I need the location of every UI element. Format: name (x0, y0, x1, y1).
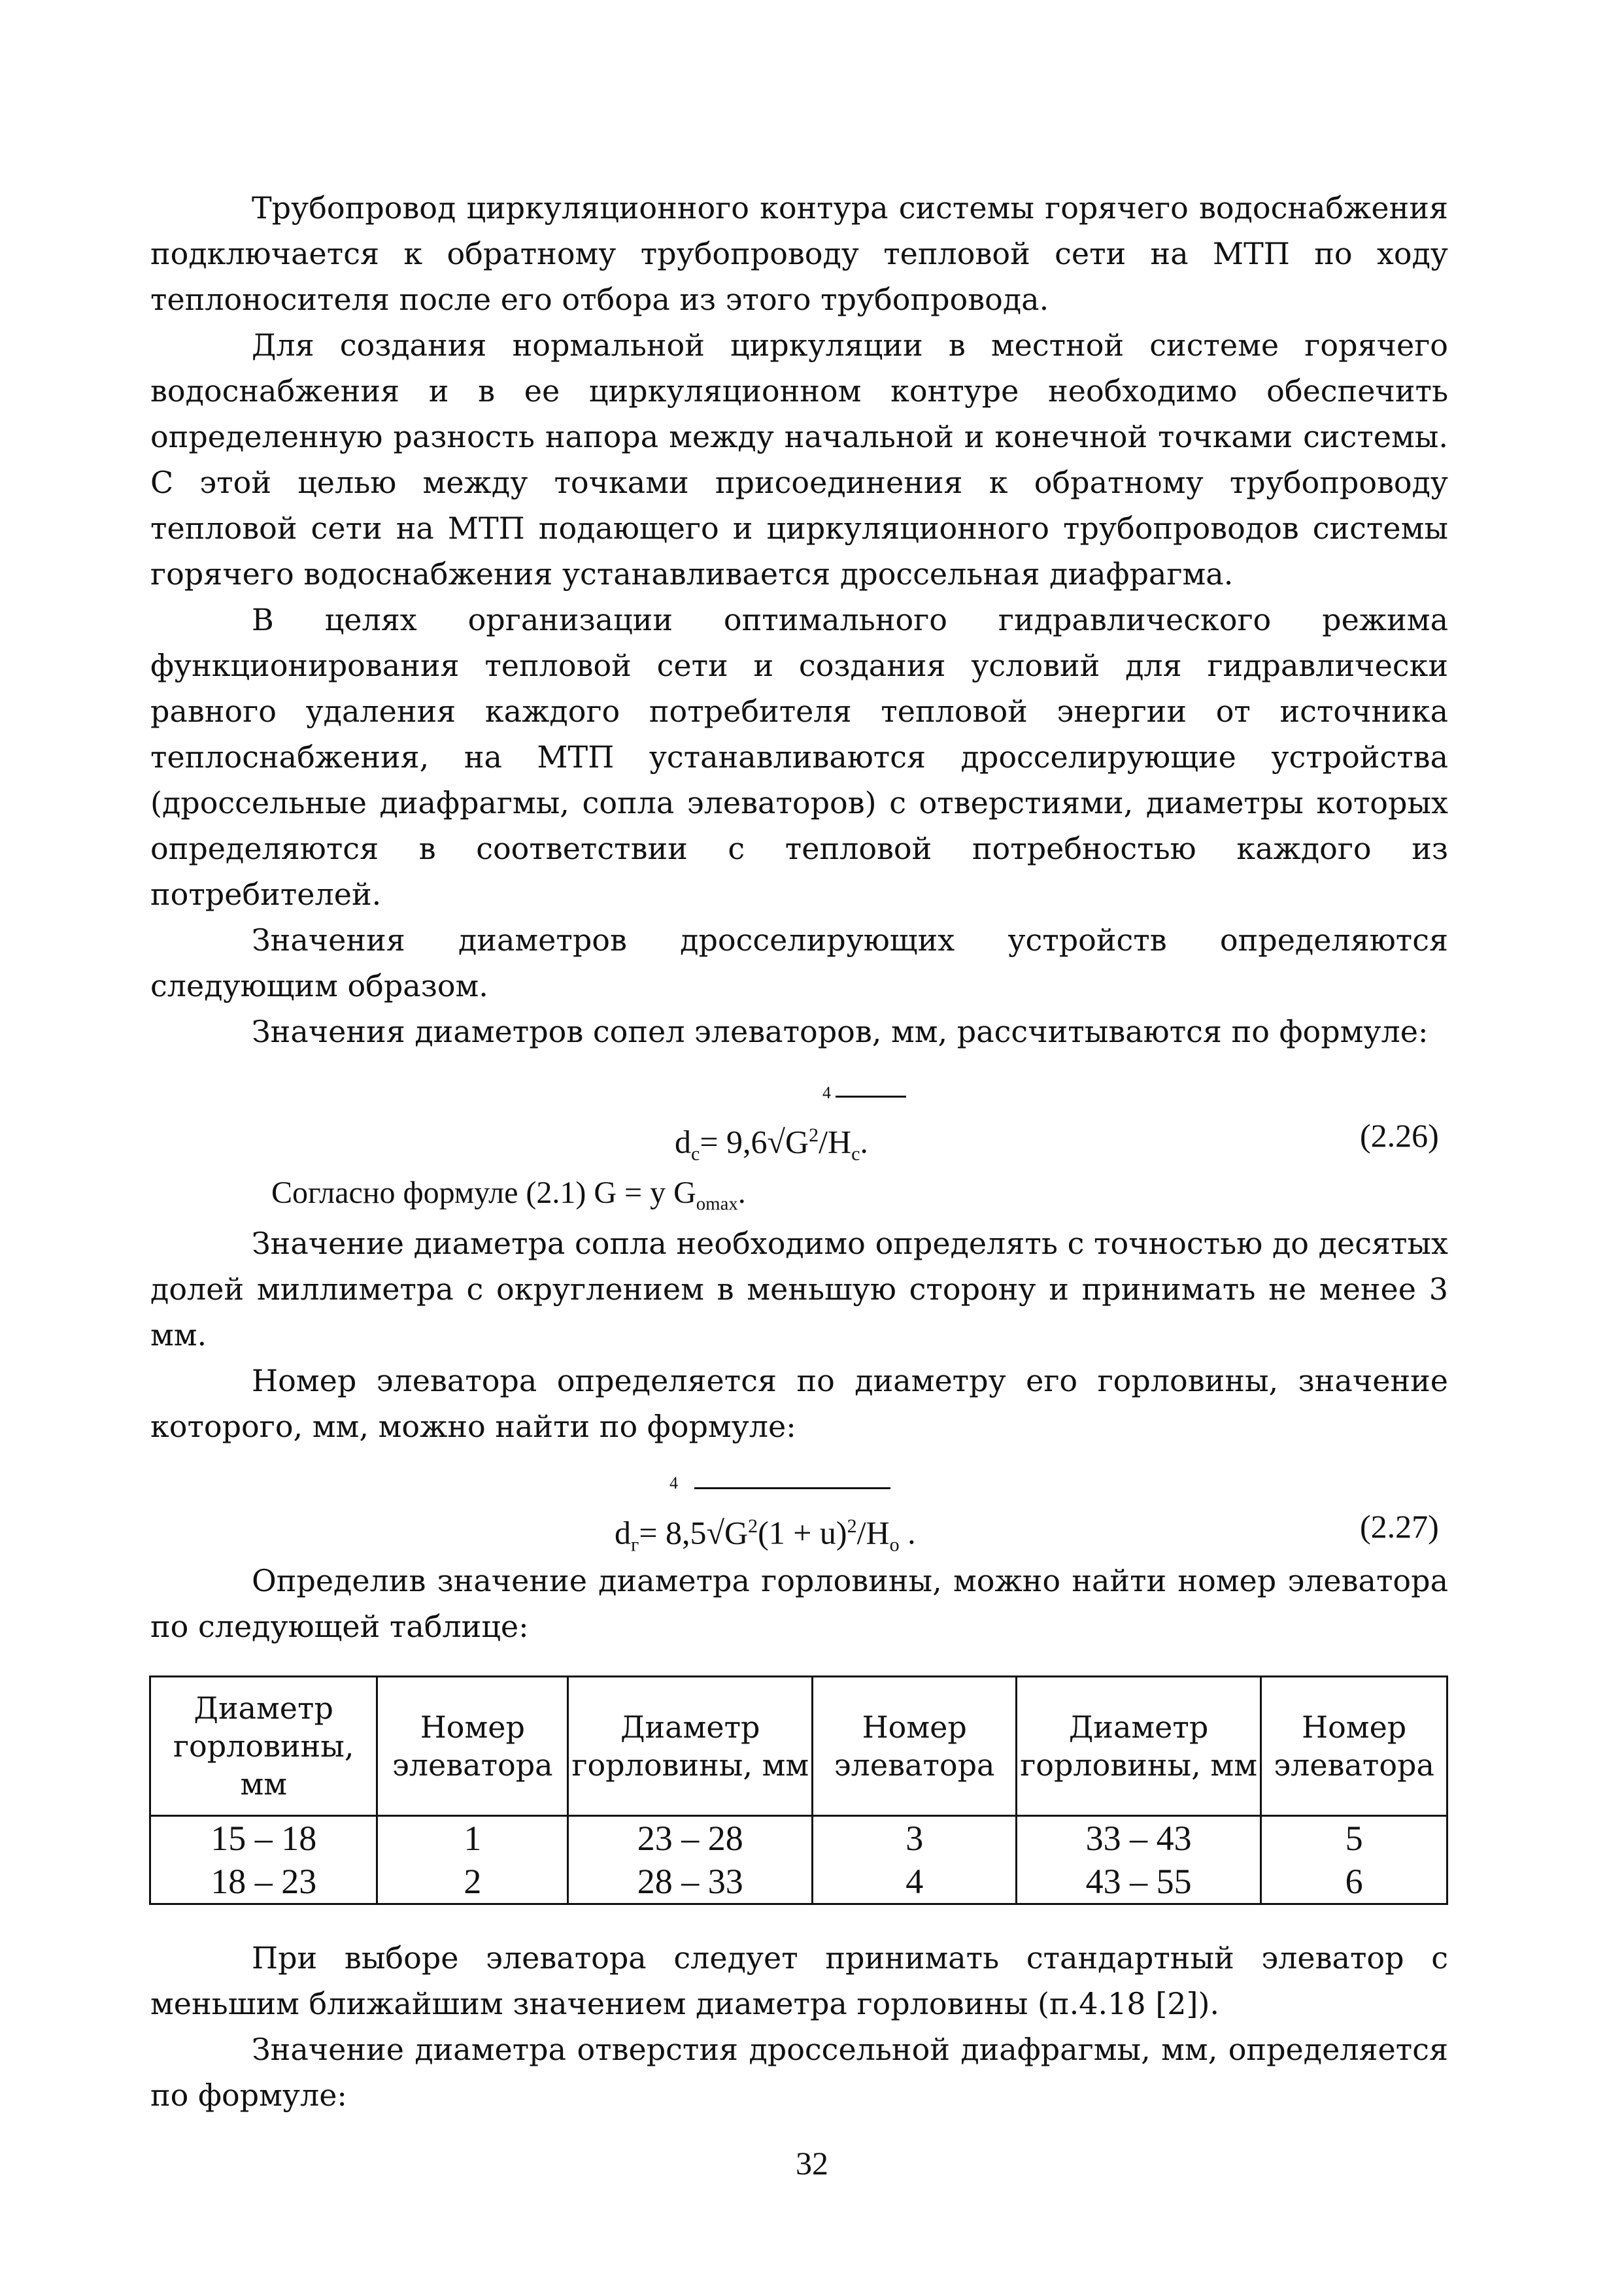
table-cell: 3 (813, 1816, 1017, 1861)
table-row (150, 1860, 1447, 1904)
table-cell: 6 (1261, 1860, 1447, 1904)
table-cell: 5 (1261, 1816, 1447, 1861)
table-cell: 43 – 55 (1016, 1860, 1260, 1904)
table-header-cell: Диаметр горловины, мм (1016, 1677, 1260, 1816)
table-header-cell: Номер элеватора (1261, 1677, 1447, 1816)
table-header-row (150, 1677, 1447, 1816)
formula-1-number: (2.26) (1360, 1117, 1439, 1154)
table-row (150, 1816, 1447, 1861)
formula-1-radical-bar (836, 1096, 906, 1098)
table-header-cell: Диаметр горловины, мм (150, 1677, 377, 1816)
formula-1-expression: $d_c= 9,6√G^2/H_c$. (675, 1123, 868, 1165)
table-cell: 2 (377, 1860, 568, 1904)
table-header-cell: Номер элеватора (377, 1677, 568, 1816)
paragraph-10: Значение диаметра отверстия дроссельной диафрагмы, мм, определяется по формуле: (150, 2032, 1448, 2113)
formula-2-root-index: 4 (669, 1473, 678, 1492)
paragraph-7: Номер элеватора определяется по диаметру его горловины, значение которого, мм, можно найти по формуле: (150, 1363, 1448, 1444)
elevator-table (149, 1675, 1448, 1905)
table-cell: 18 – 23 (150, 1860, 377, 1904)
formula-2-radical-bar (694, 1487, 890, 1489)
table-cell: 23 – 28 (568, 1816, 813, 1861)
paragraph-3: В целях организации оптимального гидравлического режима функционирования тепловой сети и создания условий для гидравлически равного удаления каждого потребителя тепловой энергии от источника теплоснабжения, на МТП устанавливаются дросселирующие устройства (дроссельные диафрагмы, сопла элеваторов) с отверстиями, диаметры которых определяются в соответствии с тепловой потребностью каждого из потребителей. (150, 602, 1448, 912)
paragraph-1: Трубопровод циркуляционного контура системы горячего водоснабжения подключается к обратному трубопроводу тепловой сети на МТП по ходу теплоносителя после его отбора из этого трубопровода. (150, 190, 1448, 317)
paragraph-4: Значения диаметров дросселирующих устройств определяются следующим образом. (150, 922, 1448, 1003)
table-cell: 15 – 18 (150, 1816, 377, 1861)
table-header-cell: Номер элеватора (813, 1677, 1017, 1816)
formula-2-number: (2.27) (1360, 1508, 1439, 1545)
paragraph-8: Определив значение диаметра горловины, можно найти номер элеватора по следующей таблице: (150, 1563, 1448, 1644)
table-cell: 1 (377, 1816, 568, 1861)
table-cell: 4 (813, 1860, 1017, 1904)
paragraph-9: При выборе элеватора следует принимать стандартный элеватор с меньшим ближайшим значением диаметра горловины (п.4.18 [2]). (150, 1940, 1448, 2021)
paragraph-5: Значения диаметров сопел элеваторов, мм, рассчитываются по формуле: (252, 1014, 1429, 1049)
paragraph-2: Для создания нормальной циркуляции в местной системе горячего водоснабжения и в ее циркуляционном контуре необходимо обеспечить определенную разность напора между начальной и конечной точками системы. С этой целью между точками присоединения к обратному трубопроводу тепловой сети на МТП подающего и циркуляционного трубопроводов системы горячего водоснабжения устанавливается дроссельная диафрагма. (150, 328, 1448, 592)
table-cell: 33 – 43 (1016, 1816, 1260, 1861)
formula-reference-note: Согласно формуле (2.1) G = y $G_{omax}$. (271, 1175, 746, 1215)
page-number: 32 (796, 2145, 828, 2181)
table-cell: 28 – 33 (568, 1860, 813, 1904)
table-header-cell: Диаметр горловины, мм (568, 1677, 813, 1816)
formula-1-root-index: 4 (822, 1083, 831, 1102)
formula-2-expression: $d_г= 8,5√G^2(1 + u)^2/H_o$ . (615, 1514, 916, 1556)
paragraph-6: Значение диаметра сопла необходимо определять с точностью до десятых долей миллиметра с округлением в меньшую сторону и принимать не менее 3 мм. (150, 1226, 1448, 1353)
